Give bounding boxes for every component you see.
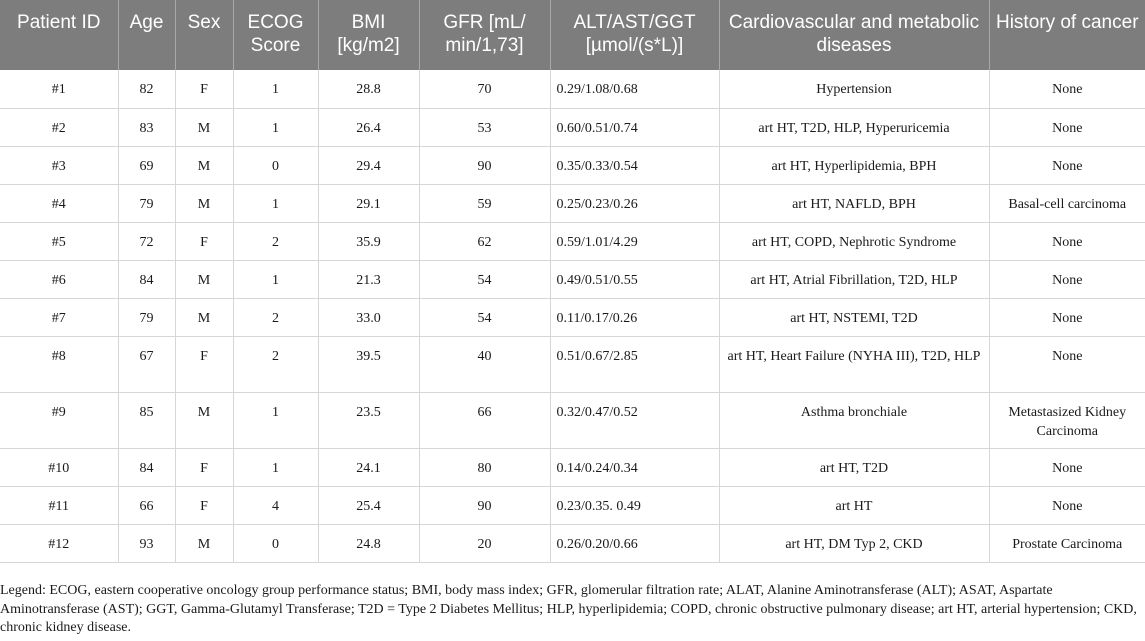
- cell-history-of-cancer: Metastasized Kidney Carcinoma: [989, 392, 1145, 448]
- cell-bmi: 29.1: [318, 184, 419, 222]
- cell-gfr: 66: [419, 392, 550, 448]
- cell-sex: M: [175, 108, 233, 146]
- cell-alt-ast-ggt: 0.11/0.17/0.26: [550, 298, 719, 336]
- cell-gfr: 80: [419, 448, 550, 486]
- cell-alt-ast-ggt: 0.32/0.47/0.52: [550, 392, 719, 448]
- header-cardiovascular-metabolic: Cardiovascular and metabolic diseases: [719, 0, 989, 70]
- cell-sex: M: [175, 392, 233, 448]
- cell-ecog-score: 1: [233, 108, 318, 146]
- cell-patient-id: #2: [0, 108, 118, 146]
- cell-alt-ast-ggt: 0.29/1.08/0.68: [550, 70, 719, 108]
- cell-sex: F: [175, 222, 233, 260]
- cell-age: 85: [118, 392, 175, 448]
- cell-alt-ast-ggt: 0.23/0.35. 0.49: [550, 486, 719, 524]
- cell-gfr: 90: [419, 486, 550, 524]
- cell-sex: F: [175, 486, 233, 524]
- header-age: Age: [118, 0, 175, 70]
- cell-sex: M: [175, 298, 233, 336]
- table-row: [0, 108, 1145, 146]
- cell-alt-ast-ggt: 0.49/0.51/0.55: [550, 260, 719, 298]
- cell-cardiovascular-metabolic: art HT, COPD, Nephrotic Syndrome: [719, 222, 989, 260]
- table-row: [0, 260, 1145, 298]
- cell-alt-ast-ggt: 0.25/0.23/0.26: [550, 184, 719, 222]
- cell-bmi: 26.4: [318, 108, 419, 146]
- table-row: [0, 184, 1145, 222]
- cell-history-of-cancer: Prostate Carcinoma: [989, 524, 1145, 562]
- header-alt-ast-ggt: ALT/AST/GGT [µmol/(s*L)]: [550, 0, 719, 70]
- cell-patient-id: #4: [0, 184, 118, 222]
- cell-age: 84: [118, 260, 175, 298]
- cell-history-of-cancer: None: [989, 222, 1145, 260]
- header-sex: Sex: [175, 0, 233, 70]
- cell-gfr: 62: [419, 222, 550, 260]
- table-row: [0, 392, 1145, 448]
- cell-history-of-cancer: None: [989, 336, 1145, 392]
- cell-gfr: 20: [419, 524, 550, 562]
- cell-patient-id: #9: [0, 392, 118, 448]
- cell-age: 93: [118, 524, 175, 562]
- cell-cardiovascular-metabolic: art HT, Hyperlipidemia, BPH: [719, 146, 989, 184]
- cell-ecog-score: 1: [233, 448, 318, 486]
- cell-gfr: 54: [419, 260, 550, 298]
- cell-ecog-score: 1: [233, 392, 318, 448]
- cell-bmi: 28.8: [318, 70, 419, 108]
- cell-bmi: 24.8: [318, 524, 419, 562]
- cell-age: 79: [118, 298, 175, 336]
- cell-ecog-score: 1: [233, 184, 318, 222]
- cell-history-of-cancer: None: [989, 260, 1145, 298]
- header-bmi: BMI [kg/m2]: [318, 0, 419, 70]
- cell-age: 83: [118, 108, 175, 146]
- cell-alt-ast-ggt: 0.60/0.51/0.74: [550, 108, 719, 146]
- cell-sex: F: [175, 70, 233, 108]
- cell-ecog-score: 2: [233, 222, 318, 260]
- cell-sex: F: [175, 336, 233, 392]
- cell-alt-ast-ggt: 0.14/0.24/0.34: [550, 448, 719, 486]
- cell-patient-id: #10: [0, 448, 118, 486]
- cell-bmi: 21.3: [318, 260, 419, 298]
- cell-alt-ast-ggt: 0.59/1.01/4.29: [550, 222, 719, 260]
- cell-alt-ast-ggt: 0.51/0.67/2.85: [550, 336, 719, 392]
- cell-patient-id: #6: [0, 260, 118, 298]
- cell-sex: F: [175, 448, 233, 486]
- cell-sex: M: [175, 146, 233, 184]
- cell-ecog-score: 1: [233, 260, 318, 298]
- cell-gfr: 59: [419, 184, 550, 222]
- cell-age: 67: [118, 336, 175, 392]
- cell-cardiovascular-metabolic: art HT: [719, 486, 989, 524]
- cell-gfr: 53: [419, 108, 550, 146]
- cell-bmi: 24.1: [318, 448, 419, 486]
- cell-ecog-score: 2: [233, 336, 318, 392]
- cell-bmi: 25.4: [318, 486, 419, 524]
- cell-history-of-cancer: None: [989, 108, 1145, 146]
- cell-patient-id: #1: [0, 70, 118, 108]
- table-row: [0, 524, 1145, 562]
- table-row: [0, 336, 1145, 392]
- table-row: [0, 298, 1145, 336]
- cell-gfr: 40: [419, 336, 550, 392]
- cell-age: 79: [118, 184, 175, 222]
- cell-patient-id: #11: [0, 486, 118, 524]
- cell-ecog-score: 0: [233, 146, 318, 184]
- cell-bmi: 39.5: [318, 336, 419, 392]
- table-row: [0, 146, 1145, 184]
- cell-gfr: 90: [419, 146, 550, 184]
- header-ecog-score: ECOG Score: [233, 0, 318, 70]
- cell-sex: M: [175, 260, 233, 298]
- cell-gfr: 70: [419, 70, 550, 108]
- cell-patient-id: #12: [0, 524, 118, 562]
- table-row: [0, 486, 1145, 524]
- cell-patient-id: #8: [0, 336, 118, 392]
- table-row: [0, 70, 1145, 108]
- cell-age: 69: [118, 146, 175, 184]
- cell-cardiovascular-metabolic: art HT, Atrial Fibrillation, T2D, HLP: [719, 260, 989, 298]
- cell-patient-id: #3: [0, 146, 118, 184]
- cell-cardiovascular-metabolic: art HT, DM Typ 2, CKD: [719, 524, 989, 562]
- cell-cardiovascular-metabolic: art HT, NAFLD, BPH: [719, 184, 989, 222]
- cell-sex: M: [175, 524, 233, 562]
- cell-cardiovascular-metabolic: art HT, T2D: [719, 448, 989, 486]
- cell-history-of-cancer: None: [989, 146, 1145, 184]
- cell-history-of-cancer: None: [989, 70, 1145, 108]
- cell-age: 66: [118, 486, 175, 524]
- cell-patient-id: #5: [0, 222, 118, 260]
- cell-ecog-score: 1: [233, 70, 318, 108]
- cell-gfr: 54: [419, 298, 550, 336]
- table-header-row: [0, 0, 1145, 70]
- cell-bmi: 29.4: [318, 146, 419, 184]
- cell-history-of-cancer: None: [989, 298, 1145, 336]
- table-legend: Legend: ECOG, eastern cooperative oncology group performance status; BMI, body mass index; GFR, glomerular filtration rate; ALAT, Alanine Aminotransferase (ALT); ASAT, Aspartate Aminotransferase (AST); GGT, Gamma-Glutamyl Transferase; T2D = Type 2 Diabetes Mellitus; HLP, hyperlipidemia; COPD, chronic obstructive pulmonary disease; art HT, arterial hypertension; CKD, chronic kidney disease.: [0, 583, 1137, 635]
- table-row: [0, 222, 1145, 260]
- table-row: [0, 448, 1145, 486]
- cell-cardiovascular-metabolic: art HT, Heart Failure (NYHA III), T2D, HLP: [719, 336, 989, 392]
- cell-history-of-cancer: None: [989, 486, 1145, 524]
- cell-history-of-cancer: Basal-cell carcinoma: [989, 184, 1145, 222]
- header-gfr: GFR [mL/ min/1,73]: [419, 0, 550, 70]
- cell-cardiovascular-metabolic: art HT, NSTEMI, T2D: [719, 298, 989, 336]
- cell-alt-ast-ggt: 0.26/0.20/0.66: [550, 524, 719, 562]
- table-body: [0, 70, 1145, 562]
- cell-alt-ast-ggt: 0.35/0.33/0.54: [550, 146, 719, 184]
- header-patient-id: Patient ID: [0, 0, 118, 70]
- cell-sex: M: [175, 184, 233, 222]
- cell-ecog-score: 2: [233, 298, 318, 336]
- cell-bmi: 23.5: [318, 392, 419, 448]
- cell-bmi: 35.9: [318, 222, 419, 260]
- cell-cardiovascular-metabolic: Hypertension: [719, 70, 989, 108]
- cell-age: 72: [118, 222, 175, 260]
- cell-ecog-score: 0: [233, 524, 318, 562]
- cell-age: 84: [118, 448, 175, 486]
- header-history-of-cancer: History of cancer: [989, 0, 1145, 70]
- cell-ecog-score: 4: [233, 486, 318, 524]
- cell-cardiovascular-metabolic: Asthma bronchiale: [719, 392, 989, 448]
- cell-bmi: 33.0: [318, 298, 419, 336]
- cell-patient-id: #7: [0, 298, 118, 336]
- cell-cardiovascular-metabolic: art HT, T2D, HLP, Hyperuricemia: [719, 108, 989, 146]
- cell-age: 82: [118, 70, 175, 108]
- cell-history-of-cancer: None: [989, 448, 1145, 486]
